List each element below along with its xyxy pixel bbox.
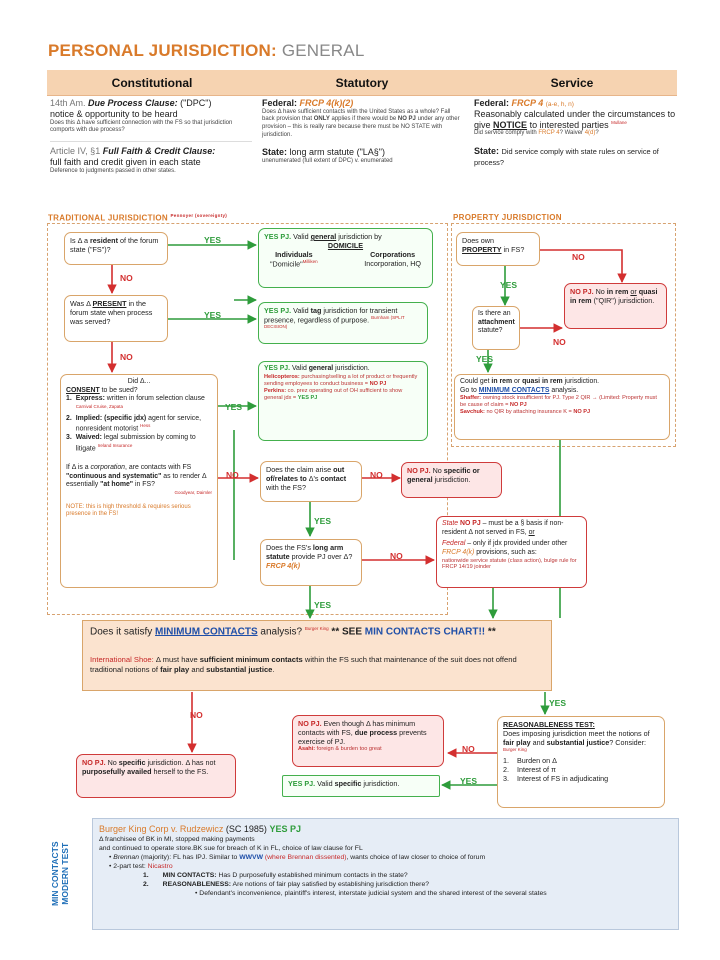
no-label: NO bbox=[462, 744, 475, 754]
text: 2. bbox=[503, 765, 509, 775]
text: NO PJ bbox=[509, 402, 527, 409]
statutory-state-text: long arm statute ("LA§") bbox=[289, 147, 385, 158]
no-label: NO bbox=[120, 273, 133, 283]
dpc-small: Does this Δ have sufficient connection with the FS so that jurisdiction comports with due process? bbox=[50, 119, 233, 134]
yes-tag-box bbox=[258, 302, 428, 344]
text: "continuous and systematic" bbox=[66, 472, 162, 480]
statutory-state-label: State: bbox=[262, 147, 288, 158]
text: provisions, such as: bbox=[476, 548, 537, 556]
text: YES PJ. bbox=[264, 232, 292, 241]
yes-specific-box bbox=[282, 775, 440, 797]
text: under any other provision – this is really rare because there must be NO STATE with jurisdiction. bbox=[262, 116, 460, 138]
text: jurisdiction. Δ has not bbox=[147, 758, 216, 767]
text: Are notions of fair play satisfied by establishing jurisdiction there? bbox=[232, 880, 430, 888]
text: analysis? bbox=[260, 626, 303, 638]
text: CONSENT bbox=[66, 386, 100, 394]
text: REASONABLENESS: bbox=[162, 880, 232, 888]
text: (majority): FL has IPJ. Similar to bbox=[140, 853, 238, 861]
text: out of/relates to bbox=[266, 465, 345, 483]
property-section-label: PROPERTY JURISDICTION bbox=[453, 213, 562, 222]
text: and bbox=[532, 738, 545, 747]
yes-label: YES bbox=[204, 310, 222, 320]
text: FRCP 4 bbox=[538, 130, 560, 137]
text: NO PJ. bbox=[298, 719, 322, 728]
text: 2. bbox=[143, 880, 149, 888]
text: YES PJ bbox=[269, 824, 301, 834]
text: in rem bbox=[491, 378, 513, 385]
column-header-service: Service bbox=[550, 76, 594, 90]
text: ? Consider: bbox=[609, 738, 647, 747]
text: specific bbox=[334, 779, 362, 788]
text: jurisdiction. bbox=[564, 378, 600, 385]
text: general bbox=[308, 365, 334, 372]
text: NO PJ bbox=[573, 409, 591, 416]
text: ? Waiver bbox=[559, 130, 584, 137]
text: No bbox=[432, 466, 442, 475]
text: with the FS? bbox=[266, 483, 306, 492]
text: TRADITIONAL JURISDICTION bbox=[48, 213, 168, 223]
text: or bbox=[514, 378, 521, 385]
yes-label: YES bbox=[225, 402, 243, 412]
text: State bbox=[442, 520, 459, 527]
text: Go to bbox=[460, 386, 477, 394]
text: "Domicile" bbox=[270, 259, 303, 269]
text: and continued to operate store.BK sue for breach of K in FL, choice of law clause for FL bbox=[99, 844, 363, 852]
text: Asahi: bbox=[298, 746, 316, 752]
text: – only if jdx provided under other bbox=[467, 540, 568, 548]
ffc-head: Article IV, §1 bbox=[50, 145, 101, 156]
text: purchasing/selling a lot of product or frequently sending employees to conduct business = bbox=[264, 373, 418, 387]
text: If Δ is a bbox=[66, 463, 89, 471]
text: sufficient minimum contacts bbox=[199, 655, 303, 664]
text: MODERN TEST bbox=[60, 842, 70, 905]
text: Shaffer: bbox=[460, 395, 482, 402]
text: in FS? bbox=[134, 481, 155, 489]
question-long-arm-box bbox=[260, 539, 362, 586]
list-item bbox=[503, 756, 659, 765]
text: 1. bbox=[66, 395, 72, 403]
no-label: NO bbox=[572, 252, 585, 262]
text: NO PJ bbox=[369, 380, 387, 387]
list-item bbox=[503, 765, 659, 774]
text: NO PJ. bbox=[570, 287, 594, 296]
text: contact bbox=[320, 474, 347, 483]
text: 3. bbox=[503, 774, 509, 784]
citation: Burger King bbox=[503, 747, 527, 752]
text: FRCP 4(k) bbox=[266, 561, 301, 570]
text: Brennan bbox=[113, 853, 139, 861]
citation: Milliken bbox=[302, 259, 318, 264]
text: jurisdiction for transient presence, regardless of purpose. bbox=[264, 306, 398, 325]
text: YES PJ. bbox=[264, 306, 292, 315]
no-in-rem-box bbox=[564, 283, 667, 329]
question-resident-box bbox=[64, 232, 168, 265]
no-purposeful-availment-box bbox=[76, 754, 236, 798]
reasonableness-test-box bbox=[497, 716, 665, 808]
citation: Carnival Cruise, Zapata bbox=[75, 403, 124, 409]
ffc-text: full faith and credit given in each state bbox=[50, 156, 201, 167]
no-label: NO bbox=[226, 470, 239, 480]
text: International Shoe: bbox=[90, 655, 154, 664]
text: 1. bbox=[503, 756, 509, 766]
title-main: PERSONAL JURISDICTION: bbox=[48, 41, 277, 60]
text: Could get bbox=[460, 378, 490, 385]
text: Valid bbox=[293, 306, 309, 315]
text: ONLY bbox=[313, 116, 330, 123]
no-label: NO bbox=[370, 470, 383, 480]
text: Valid bbox=[291, 365, 307, 372]
text: written in forum selection clause bbox=[106, 395, 205, 403]
min-contacts-link-2[interactable]: MINIMUM CONTACTS bbox=[155, 626, 258, 638]
text: foreign & burden too great bbox=[316, 746, 382, 752]
corporation-question bbox=[66, 464, 212, 501]
text: provide PJ over Δ? bbox=[291, 552, 353, 561]
text: NO PJ bbox=[397, 116, 416, 123]
text: 3. bbox=[66, 434, 72, 442]
text: co. prez operating out of OH sufficient to show general jdx = bbox=[264, 387, 403, 401]
text: statute? bbox=[478, 327, 503, 335]
no-label: NO bbox=[553, 337, 566, 347]
text: to be sued? bbox=[101, 386, 138, 394]
text: 2-part test: bbox=[113, 862, 146, 870]
text: No bbox=[107, 758, 117, 767]
citation: Mullane bbox=[611, 119, 627, 125]
yes-label: YES bbox=[204, 235, 222, 245]
text: Helicopteros: bbox=[264, 373, 300, 380]
text: Was Δ bbox=[70, 299, 91, 308]
text: long arm statute bbox=[266, 543, 344, 561]
question-property-box bbox=[456, 232, 540, 266]
text: Does the claim arise bbox=[266, 465, 332, 474]
text: Is Δ a bbox=[70, 236, 88, 245]
text: purposefully availed bbox=[82, 767, 152, 776]
text: (SC 1985) bbox=[225, 824, 267, 834]
text: Has D purposefully established minimum contacts in the state? bbox=[218, 871, 408, 879]
text: 2. bbox=[66, 414, 72, 422]
text: in the forum state when process was served? bbox=[70, 299, 153, 326]
text: WWVW bbox=[239, 853, 263, 861]
domicile-label: DOMICILE bbox=[327, 241, 364, 250]
text: Does imposing jurisdiction meet the notions of bbox=[503, 729, 650, 738]
text: substantial justice bbox=[206, 665, 273, 675]
text: ? bbox=[595, 130, 599, 137]
yes-label: YES bbox=[314, 600, 332, 610]
text: NOTICE bbox=[493, 119, 528, 130]
text: owning stock insufficient for PJ. Type 2 QIR → (Limited: Property must be cause of claim = bbox=[460, 395, 657, 409]
text: Does the FS's bbox=[266, 543, 311, 552]
yes-label: YES bbox=[314, 516, 332, 526]
text: herself to the FS. bbox=[153, 767, 209, 776]
text: Individuals bbox=[275, 250, 313, 259]
text: Valid bbox=[317, 779, 333, 788]
service-fed-rule-sub: (a-e, h, n) bbox=[545, 101, 574, 108]
no-label: NO bbox=[120, 352, 133, 362]
corporation-note: NOTE: this is high threshold & requires serious presence in the FS! bbox=[66, 503, 191, 518]
text: to interested parties bbox=[529, 119, 609, 130]
text: substantial justice bbox=[546, 738, 610, 747]
yes-label: YES bbox=[549, 698, 567, 708]
text: ** bbox=[487, 626, 496, 638]
service-fed-rule: FRCP 4 bbox=[511, 98, 544, 108]
reasonableness-list bbox=[503, 756, 659, 783]
yes-label: YES bbox=[500, 280, 518, 290]
text: Δ's bbox=[308, 474, 319, 483]
text: in rem bbox=[606, 287, 629, 296]
text: Incorporation, HQ bbox=[364, 259, 421, 268]
text: "at home" bbox=[100, 481, 134, 489]
question-attachment-box bbox=[472, 306, 520, 350]
text: No bbox=[595, 287, 605, 296]
text: general bbox=[310, 232, 337, 241]
text: specific or general bbox=[407, 466, 480, 484]
text: Did service comply with bbox=[474, 130, 537, 137]
text: YES PJ. bbox=[288, 779, 316, 788]
text: as to render Δ essentially bbox=[66, 472, 207, 489]
text: fair play bbox=[503, 738, 531, 747]
burger-king-case-box: Burger King Corp v. Rudzewicz (SC 1985) YES PJ Δ franchisee of BK in MI, stopped making payments and continued to operate store.BK sue for breach of K in FL, choice of law clause for FL • Brennan (majority): FL has IPJ. Similar to WWVW (where Brennan dissented), wants choice of law closer to choice of forum • 2-part test: Nicastro 1. MIN CONTACTS: Has D purposefully established minimum contacts in the state? 2. REASONABLENESS: Are notions of fair play satisfied by establishing jurisdiction there? • Defendant's inconvenience, plaintiff's interest, interstate judicial system and the shared interest of the several states bbox=[92, 818, 679, 930]
consent-item bbox=[66, 395, 212, 415]
dpc-title: Due Process Clause: bbox=[88, 98, 178, 108]
text: due process bbox=[354, 728, 398, 737]
text: quasi in rem bbox=[522, 378, 563, 385]
text: Express: bbox=[75, 395, 105, 403]
citation: Goodyear, Daimler bbox=[174, 489, 212, 495]
in-rem-box bbox=[454, 374, 670, 440]
text: REASONABLENESS TEST: bbox=[503, 720, 595, 729]
text: Burden on Δ bbox=[517, 756, 557, 766]
dpc-head: 14th Am. bbox=[50, 98, 86, 108]
text: Waived: bbox=[75, 434, 102, 442]
text: jurisdiction by bbox=[338, 232, 382, 241]
text: Did Δ... bbox=[127, 378, 151, 385]
text: of the forum state ("FS")? bbox=[70, 236, 159, 254]
text: analysis. bbox=[551, 386, 579, 394]
text: Does Δ have sufficient contacts with the United States as a whole? Fall back provision that bbox=[262, 108, 451, 123]
yes-general-jurisdiction-box bbox=[258, 361, 428, 441]
citation: Burger King bbox=[304, 626, 329, 631]
title-sub: GENERAL bbox=[281, 41, 365, 60]
consent-item bbox=[66, 434, 212, 454]
text: no QIR by attaching insurance K = bbox=[486, 409, 572, 416]
no-specific-general-box bbox=[401, 462, 502, 498]
text: Perkins: bbox=[264, 387, 287, 394]
text: corporation bbox=[90, 463, 126, 471]
ffc-small: Deference to judgments passed in other states. bbox=[50, 167, 176, 174]
citation: Pennoyer (sovereignty) bbox=[170, 213, 228, 218]
yes-general-domicile-box bbox=[258, 228, 433, 288]
text: YES PJ. bbox=[264, 365, 291, 372]
text: . bbox=[272, 665, 275, 675]
state-federal-box bbox=[436, 516, 587, 588]
no-label: NO bbox=[190, 710, 203, 720]
text: tag bbox=[310, 306, 322, 315]
list-item bbox=[99, 872, 672, 881]
text: Did service comply with state rules on service of process? bbox=[474, 147, 659, 167]
text: quasi in rem bbox=[570, 287, 658, 305]
text: MIN CONTACTS: bbox=[162, 871, 217, 879]
consent-list bbox=[66, 395, 212, 454]
citation: Burnham (SPLIT DECISION) bbox=[264, 315, 405, 330]
min-contacts-chart-link[interactable]: MIN CONTACTS CHART!! bbox=[364, 626, 486, 638]
column-header-statutory: Statutory bbox=[335, 76, 389, 90]
text: and bbox=[191, 665, 205, 675]
text: NO PJ. bbox=[407, 466, 431, 475]
text: PROPERTY bbox=[462, 245, 502, 254]
citation: Hess bbox=[140, 423, 151, 429]
text: nationwide service statute (class action), bulge rule for FRCP 14/19 joinder bbox=[442, 557, 577, 571]
text: Δ franchisee of BK in MI, stopped making payments bbox=[99, 835, 255, 843]
text: – must be a § basis if non-resident Δ not served in FS, bbox=[442, 520, 564, 536]
text: jurisdiction. bbox=[363, 779, 400, 788]
min-contacts-side-label bbox=[36, 820, 86, 928]
dpc-text: notice & opportunity to be heard bbox=[50, 108, 178, 119]
list-item bbox=[99, 881, 672, 890]
no-due-process-box bbox=[292, 715, 444, 767]
text: Burger King Corp v. Rudzewicz bbox=[99, 824, 224, 834]
text: jurisdiction. bbox=[434, 475, 471, 484]
international-shoe-text bbox=[90, 655, 546, 676]
text: Corporations bbox=[370, 250, 416, 259]
text: FRCP 4(k) bbox=[442, 548, 475, 556]
statutory-fed-label: Federal: bbox=[262, 98, 298, 108]
ffc-title: Full Faith & Credit Clause: bbox=[102, 145, 216, 156]
text: within the FS such that maintenance of the suit does not offend traditional notions of bbox=[90, 655, 517, 675]
statutory-fed-rule: FRCP 4(k)(2) bbox=[299, 98, 354, 108]
citation: Ireland Insurance bbox=[97, 442, 133, 448]
consent-box bbox=[60, 374, 218, 588]
text: Even though Δ has minimum contacts with FS, bbox=[298, 719, 416, 737]
text: Δ must have bbox=[155, 655, 198, 664]
text: , are contacts with FS bbox=[125, 463, 192, 471]
question-arise-box bbox=[260, 461, 362, 502]
text: Savchuk: bbox=[460, 409, 485, 416]
text: MIN CONTACTS bbox=[50, 841, 61, 907]
text: applies if there would be bbox=[331, 116, 397, 123]
statutory-state-small: unenumerated (full extent of DPC) v. enumerated bbox=[262, 158, 393, 165]
text: Implied: (specific jdx) bbox=[75, 414, 147, 422]
text: NO PJ. bbox=[82, 758, 106, 767]
text: or bbox=[528, 528, 535, 536]
text: in FS? bbox=[503, 245, 525, 254]
text: Interest of FS in adjudicating bbox=[517, 774, 609, 784]
text: specific bbox=[118, 758, 146, 767]
column-header-constitutional: Constitutional bbox=[111, 76, 193, 90]
dpc-abbr: ("DPC") bbox=[180, 98, 212, 108]
text: fair play bbox=[160, 665, 190, 675]
text: Federal bbox=[442, 540, 466, 548]
text: resident bbox=[90, 236, 118, 245]
text: or bbox=[630, 287, 637, 296]
min-contacts-link[interactable]: MINIMUM CONTACTS bbox=[478, 386, 550, 394]
service-fed-label: Federal: bbox=[474, 98, 510, 108]
question-present-box bbox=[64, 295, 168, 342]
text: Does it satisfy bbox=[90, 626, 153, 638]
text: PRESENT bbox=[92, 299, 127, 308]
text: prevents exercise of PJ. bbox=[298, 728, 427, 746]
no-label: NO bbox=[390, 551, 403, 561]
text: Reasonably calculated under the circumstances to give bbox=[474, 108, 676, 130]
text: Is there an bbox=[478, 310, 511, 317]
text: Interest of π bbox=[517, 765, 556, 775]
text: ("QIR") jurisdiction. bbox=[593, 296, 655, 305]
text: Defendant's inconvenience, plaintiff's interest, interstate judicial system and the shared interest of the several states bbox=[199, 889, 547, 897]
text: YES PJ bbox=[297, 394, 318, 401]
text: ** SEE bbox=[331, 626, 362, 638]
text: agent for service, nonresident motorist bbox=[75, 414, 201, 433]
text: 1. bbox=[143, 871, 149, 879]
domicile-table bbox=[264, 250, 427, 268]
consent-item bbox=[66, 415, 212, 435]
text: jurisdiction. bbox=[335, 365, 370, 372]
text: Valid bbox=[293, 232, 309, 241]
text: (where Brennan dissented) bbox=[264, 853, 347, 861]
text: legal submission by coming to litigate bbox=[75, 434, 196, 453]
text: , wants choice of law closer to choice of forum bbox=[346, 853, 486, 861]
yes-label: YES bbox=[460, 776, 478, 786]
text: Nicastro bbox=[147, 862, 173, 870]
text: Does own bbox=[462, 236, 494, 245]
text: State: bbox=[474, 146, 500, 157]
yes-label: YES bbox=[476, 354, 494, 364]
text: attachment bbox=[478, 318, 515, 326]
list-item bbox=[503, 774, 659, 783]
text: NO PJ bbox=[460, 520, 481, 527]
text: 4(d) bbox=[584, 130, 596, 137]
min-contacts-question bbox=[90, 626, 546, 639]
